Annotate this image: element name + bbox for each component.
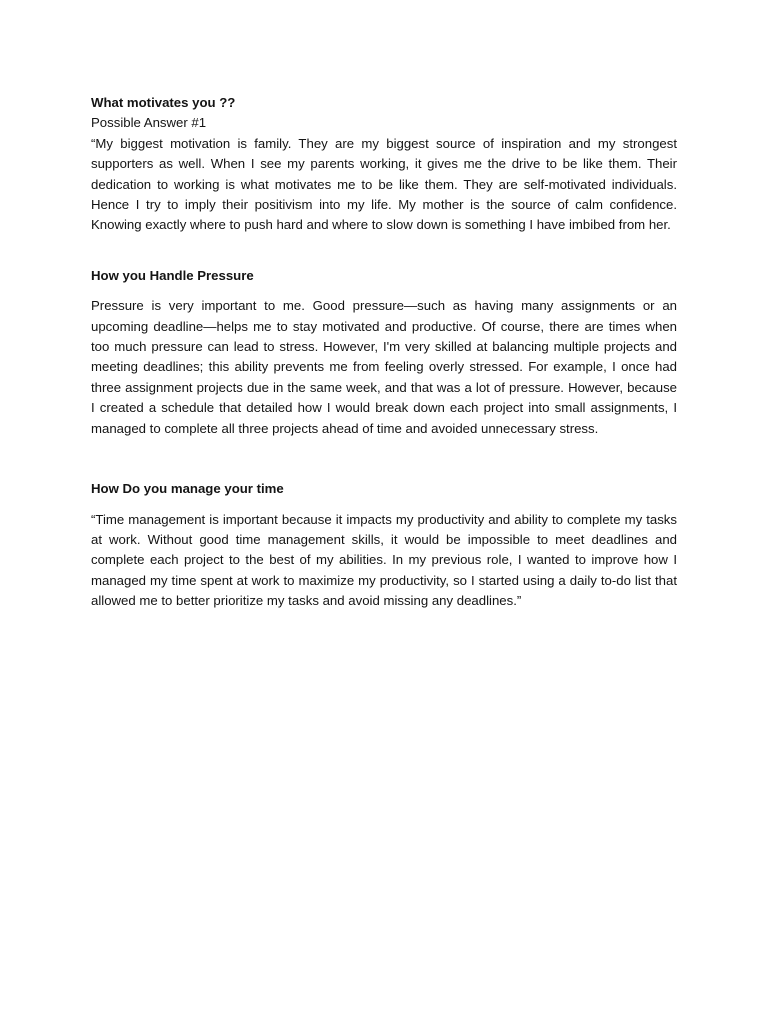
document-content [91,93,677,612]
section-time-management [91,479,677,611]
section-paragraph: “Time management is important because it impacts my productivity and ability to complete my tasks at work. Without good time management skills, it would be impossible to meet deadlines and complete each project to the best of my abilities. In my previous role, I wanted to improve how I managed my time spent at work to maximize my productivity, so I started using a daily to-do list that allowed me to better prioritize my tasks and avoid missing any deadlines.” [91,511,677,609]
section-heading: How you Handle Pressure [91,267,254,283]
section-paragraph: “My biggest motivation is family. They are my biggest source of inspiration and my strongest supporters as well. When I see my parents working, it gives me the drive to be like them. Their dedication to working is what motivates me to be like them. They are self-motivated individuals. Hence I try to imply their positivism into my life. My mother is the source of calm confidence. Knowing exactly where to push hard and where to slow down is something I have imbibed from her. [91,135,677,233]
section-paragraph: Pressure is very important to me. Good pressure—such as having many assignments or an upcoming deadline—helps me to stay motivated and productive. Of course, there are times when too much pressure can lead to stress. However, I'm very skilled at balancing multiple projects and meeting deadlines; this ability prevents me from feeling overly stressed. For example, I once had three assignment projects due in the same week, and that was a lot of pressure. However, because I created a schedule that detailed how I would break down each project into small assignments, I managed to complete all three projects ahead of time and avoided unnecessary stress. [91,298,677,436]
section-pressure [91,266,677,439]
section-heading: What motivates you ?? [91,95,236,110]
section-subheading: Possible Answer #1 [91,115,207,131]
section-motivation [91,93,677,236]
section-heading: How Do you manage your time [91,481,284,497]
